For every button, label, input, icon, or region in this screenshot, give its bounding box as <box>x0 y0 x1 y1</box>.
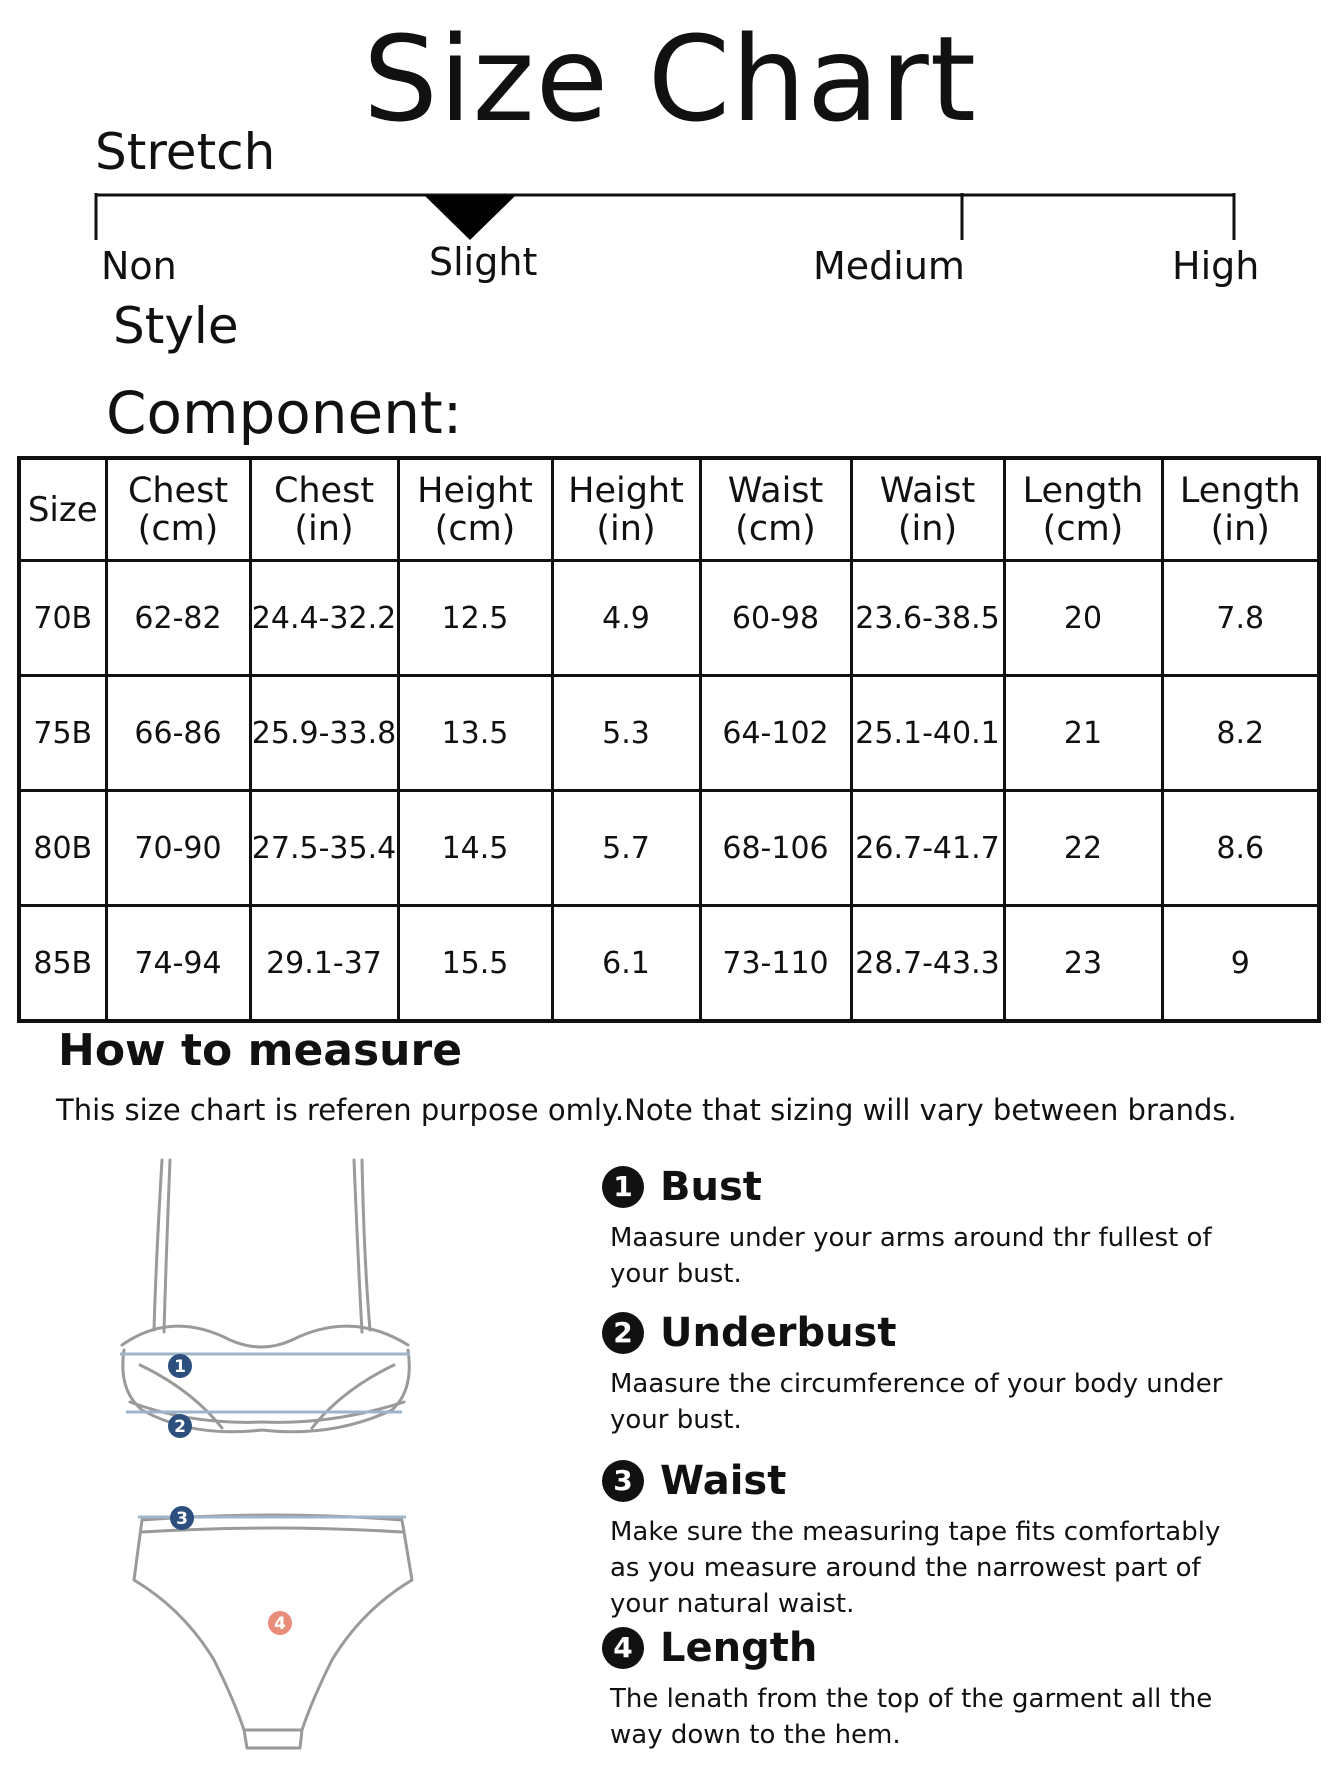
how-to-measure-heading: How to measure <box>58 1025 463 1076</box>
cell-chest-cm: 70-90 <box>106 791 250 906</box>
bra-strap-right <box>362 1160 370 1330</box>
style-label: Style <box>113 297 239 355</box>
cell-chest-in: 24.4-32.2 <box>250 561 398 676</box>
stretch-level-high: High <box>1172 244 1260 288</box>
step-number-icon: 2 <box>602 1312 644 1354</box>
page-title: Size Chart <box>362 10 977 148</box>
cell-size: 70B <box>19 561 106 676</box>
header-size: Size <box>19 458 106 561</box>
stretch-level-medium: Medium <box>813 244 965 288</box>
step-title: Underbust <box>660 1310 897 1356</box>
garment-illustration <box>112 1140 432 1750</box>
step-number-icon: 3 <box>602 1460 644 1502</box>
step-bust <box>602 1162 1302 1292</box>
header-chest-cm: Chest (cm) <box>106 458 250 561</box>
cell-height-in: 5.3 <box>552 676 700 791</box>
cell-waist-in: 23.6-38.5 <box>851 561 1004 676</box>
marker-waist-label: 3 <box>176 1509 188 1529</box>
stretch-label: Stretch <box>95 123 276 181</box>
cell-length-in: 7.8 <box>1162 561 1319 676</box>
header-waist-in: Waist (in) <box>851 458 1004 561</box>
step-number-icon: 1 <box>602 1166 644 1208</box>
cell-height-cm: 15.5 <box>398 906 552 1022</box>
step-underbust <box>602 1308 1302 1438</box>
header-length-in: Length (in) <box>1162 458 1319 561</box>
marker-bust-label: 1 <box>174 1357 186 1377</box>
component-label: Component: <box>106 379 463 447</box>
cell-height-in: 5.7 <box>552 791 700 906</box>
step-description: Make sure the measuring tape fits comfortably as you measure around the narrowest part of your natural waist. <box>610 1517 1221 1619</box>
step-title: Waist <box>660 1458 787 1504</box>
cell-length-in: 9 <box>1162 906 1319 1022</box>
marker-underbust-label: 2 <box>174 1417 186 1437</box>
cell-chest-cm: 66-86 <box>106 676 250 791</box>
cell-length-cm: 20 <box>1004 561 1162 676</box>
cell-size: 85B <box>19 906 106 1022</box>
table-row <box>19 906 1319 1022</box>
cell-length-cm: 21 <box>1004 676 1162 791</box>
cell-chest-in: 25.9-33.8 <box>250 676 398 791</box>
cell-chest-in: 29.1-37 <box>250 906 398 1022</box>
cell-length-cm: 22 <box>1004 791 1162 906</box>
table-header-row <box>19 458 1319 561</box>
cell-waist-cm: 60-98 <box>700 561 851 676</box>
marker-length-label: 4 <box>274 1614 286 1634</box>
step-title: Bust <box>660 1164 762 1210</box>
cell-waist-cm: 64-102 <box>700 676 851 791</box>
cell-chest-in: 27.5-35.4 <box>250 791 398 906</box>
step-length <box>602 1623 1302 1753</box>
step-description: Maasure the circumference of your body under your bust. <box>610 1369 1223 1435</box>
cell-chest-cm: 74-94 <box>106 906 250 1022</box>
step-waist <box>602 1456 1302 1622</box>
cell-length-in: 8.6 <box>1162 791 1319 906</box>
stretch-indicator-icon <box>424 195 516 240</box>
header-height-in: Height (in) <box>552 458 700 561</box>
header-waist-cm: Waist (cm) <box>700 458 851 561</box>
step-description: Maasure under your arms around thr fullest of your bust. <box>610 1223 1212 1289</box>
stretch-scale <box>0 0 1340 270</box>
header-chest-in: Chest (in) <box>250 458 398 561</box>
table-row <box>19 791 1319 906</box>
cell-height-cm: 12.5 <box>398 561 552 676</box>
stretch-level-slight: Slight <box>429 240 538 284</box>
cell-size: 80B <box>19 791 106 906</box>
cell-height-in: 4.9 <box>552 561 700 676</box>
table-row <box>19 561 1319 676</box>
size-table <box>17 456 1321 1023</box>
step-title: Length <box>660 1625 818 1671</box>
cell-waist-in: 26.7-41.7 <box>851 791 1004 906</box>
cell-waist-in: 25.1-40.1 <box>851 676 1004 791</box>
bra-strap-left <box>154 1160 162 1330</box>
cell-chest-cm: 62-82 <box>106 561 250 676</box>
how-to-measure-note: This size chart is referen purpose omly.Note that sizing will vary between brands. <box>56 1093 1237 1127</box>
header-length-cm: Length (cm) <box>1004 458 1162 561</box>
cell-height-in: 6.1 <box>552 906 700 1022</box>
cell-height-cm: 13.5 <box>398 676 552 791</box>
cell-height-cm: 14.5 <box>398 791 552 906</box>
cell-size: 75B <box>19 676 106 791</box>
table-row <box>19 676 1319 791</box>
step-description: The lenath from the top of the garment all the way down to the hem. <box>610 1684 1213 1750</box>
cell-waist-in: 28.7-43.3 <box>851 906 1004 1022</box>
header-height-cm: Height (cm) <box>398 458 552 561</box>
cell-waist-cm: 73-110 <box>700 906 851 1022</box>
cell-length-in: 8.2 <box>1162 676 1319 791</box>
cell-length-cm: 23 <box>1004 906 1162 1022</box>
cell-waist-cm: 68-106 <box>700 791 851 906</box>
step-number-icon: 4 <box>602 1627 644 1669</box>
stretch-level-non: Non <box>101 244 177 288</box>
